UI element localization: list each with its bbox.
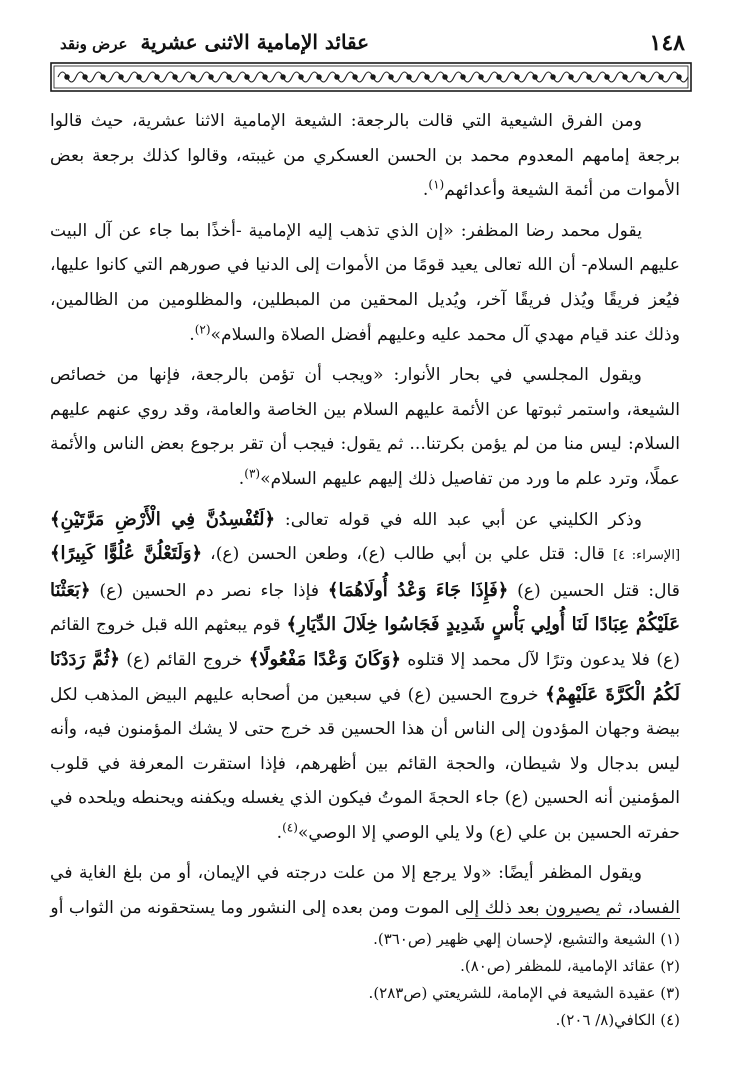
ornament-dot — [461, 75, 465, 79]
ornament-dot — [605, 75, 609, 79]
ornament-dot — [587, 75, 591, 79]
paragraph-text: وذكر الكليني عن أبي عبد الله في قوله تعالى: — [284, 509, 643, 530]
ornament-dot — [173, 75, 177, 79]
page-number: ١٤٨ — [649, 30, 685, 56]
footnote: (٣) عقيدة الشيعة في الإمامة، للشريعتي (ص٢٨٣). — [368, 984, 680, 1002]
ornamental-border — [50, 62, 692, 92]
ornament-dot — [533, 75, 537, 79]
ornament-dot — [515, 75, 519, 79]
ornament-dot — [407, 75, 411, 79]
footnote: (٤) الكافي(٨/ ٢٠٦). — [555, 1011, 680, 1029]
ornament-dot — [137, 75, 141, 79]
paragraph: يقول محمد رضا المظفر: «إن الذي تذهب إليه الإمامية -أخذًا بما جاء عن آل البيت عليهم السلام- أن الله تعالى يعيد قومًا من الأموات إلى الدنيا في صورهم التي كانوا عليها، فيُعز فريقًا ويُذل فريقًا آخر، ويُديل المحقين من المبطلين، والمظلومين من الظالمين، وذلك عند قيام مهدي آل محمد عليه وعليهم أفضل الصلاة والسلام»$^{(٢)}$. — [50, 220, 680, 345]
footnotes — [280, 926, 680, 1034]
footnote-marker: (٤) — [282, 820, 298, 835]
ornament-dot — [659, 75, 663, 79]
paragraph-text: خروج الحسين (ع) في سبعين من أصحابه عليهم البيض المذهب لكل بيضة وجهان المؤدون إلى الناس أن هذا الحسين قد خرج حتى لا يشك المؤمنون فيه، وأنه ليس بدجال ولا شيطان، والحجة القائم بين أظهرهم، فإذا استقرت المعرفة في قلوب المؤمنين أنه الحسين (ع) جاء الحجةَ الموتُ فيكون الذي يغسله ويكفنه ويحنطه ويلحده في حفرته الحسين بن علي (ع) ولا يلي الوصي إلا الوصي» — [50, 684, 680, 843]
paragraph: ويقول المجلسي في بحار الأنوار: «ويجب أن تؤمن بالرجعة، فإنها من خصائص الشيعة، واستمر ثبوتها عن الأئمة عليهم السلام بين الخاصة والعامة، وقد روي عنهم عليهم السلام: ليس منا من لم يؤمن بكرتنا... ثم يقول: فيجب أن تقر برجوع بعض الناس والأئمة عملًا، وترد علم ما ورد من تفاصيل ذلك إليهم عليهم السلام»$^{(٣)}$. — [50, 365, 680, 489]
quran-verse: ﴿فَإِذَا جَاءَ وَعْدُ أُولَاهُمَا﴾ — [327, 579, 509, 601]
paragraph-text: فإذا جاء نصر دم الحسين (ع) — [99, 580, 320, 601]
ornament-dot — [353, 75, 357, 79]
paragraph — [50, 856, 680, 925]
ornament-dot — [263, 75, 267, 79]
ornament-dot — [479, 75, 483, 79]
footnote-marker: (٣) — [244, 466, 261, 481]
paragraph-text: يقول محمد رضا المظفر: «إن الذي تذهب إليه الإمامية -أخذًا بما جاء عن آل البيت عليهم السلام- أن الله تعالى يعيد قومًا من الأموات إلى الدنيا في صورهم التي كانوا عليها، فيُعز فريقًا ويُذل فريقًا آخر، ويُديل المحقين من المبطلين، والمظلومين من الظالمين، وذلك عند قيام مهدي آل محمد عليه وعليهم أفضل الصلاة والسلام» — [50, 220, 680, 345]
ornament-dot — [335, 75, 339, 79]
quran-verse: ﴿لَتُفْسِدُنَّ فِي الْأَرْضِ مَرَّتَيْنِ﴾ — [50, 508, 276, 530]
paragraph-text: خروج القائم (ع) — [126, 649, 243, 670]
paragraph-text: ويقول المجلسي في بحار الأنوار: «ويجب أن تؤمن بالرجعة، فإنها من خصائص الشيعة، واستمر ثبوتها عن الأئمة عليهم السلام بين الخاصة والعامة، وقد روي عنهم عليهم السلام: ليس منا من لم يؤمن بكرتنا... ثم يقول: فيجب أن تقر برجوع بعض الناس والأئمة عملًا، وترد علم ما ورد من تفاصيل ذلك إليهم عليهم السلام» — [50, 365, 680, 489]
book-title — [60, 30, 369, 54]
book-title-subtitle: عرض ونقد — [60, 35, 128, 53]
footnote: (١) الشيعة والتشيع، لإحسان إلهي ظهير (ص٣٦٠). — [373, 930, 680, 948]
paragraph: وذكر الكليني عن أبي عبد الله في قوله تعالى: ﴿لَتُفْسِدُنَّ فِي الْأَرْضِ مَرَّتَيْنِ﴾ [الإسراء: ٤] قال: قتل علي بن أبي طالب (ع)، وطعن الحسن (ع)، ﴿وَلَتَعْلُنَّ عُلُوًّا كَبِيرًا﴾ قال: قتل الحسين (ع) ﴿فَإِذَا جَاءَ وَعْدُ أُولَاهُمَا﴾ فإذا جاء نصر دم الحسين (ع) ﴿بَعَثْنَا عَلَيْكُمْ عِبَادًا لَنَا أُولِي بَأْسٍ شَدِيدٍ فَجَاسُوا خِلَالَ الدِّيَارِ﴾ قوم يبعثهم الله قبل خروج القائم (ع) فلا يدعون وترًا لآل محمد إلا قتلوه ﴿وَكَانَ وَعْدًا مَفْعُولًا﴾ خروج القائم (ع) ﴿ثُمَّ رَدَدْنَا لَكُمُ الْكَرَّةَ عَلَيْهِمْ﴾ خروج الحسين (ع) في سبعين من أصحابه عليهم البيض المذهب لكل بيضة وجهان المؤدون إلى الناس أن هذا الحسين قد خرج حتى لا يشك المؤمنون فيه، وأنه ليس بدجال ولا شيطان، والحجة القائم بين أظهرهم، فإذا استقرت المعرفة في قلوب المؤمنين أنه الحسين (ع) جاء الحجةَ الموتُ فيكون الذي يغسله ويكفنه ويحنطه ويلحده في حفرته الحسين بن علي (ع) ولا يلي الوصي إلا الوصي»$^{(٤)}$. — [50, 508, 681, 843]
paragraph-text: ومن الفرق الشيعية التي قالت بالرجعة: الشيعة الإمامية الاثنا عشرية، حيث قالوا برجعة إمامهم المعدوم محمد بن الحسن العسكري من غيبته، وقالوا كذلك برجعة بعض الأموات من أئمة الشيعة وأعدائهم — [50, 111, 680, 201]
paragraph-text: قال: قتل علي بن أبي طالب (ع)، وطعن الحسن (ع)، — [210, 544, 605, 565]
quran-verse: ﴿وَكَانَ وَعْدًا مَفْعُولًا﴾ — [248, 648, 401, 670]
paragraph: ومن الفرق الشيعية التي قالت بالرجعة: الشيعة الإمامية الاثنا عشرية، حيث قالوا برجعة إمامهم المعدوم محمد بن الحسن العسكري من غيبته، وقالوا كذلك برجعة بعض الأموات من أئمة الشيعة وأعدائهم$^{(١)}$. — [50, 111, 680, 201]
paragraph-text: قوم يبعثهم الله قبل خروج القائم (ع) فلا يدعون وترًا لآل محمد إلا قتلوه — [50, 615, 680, 670]
running-header — [60, 30, 685, 60]
main-text — [50, 104, 680, 932]
ornament-dot — [425, 75, 429, 79]
ornament-dot — [623, 75, 627, 79]
paragraph-text: قال: قتل الحسين (ع) — [517, 580, 681, 601]
ornament-dot — [551, 75, 555, 79]
ornament-dot — [497, 75, 501, 79]
ornament-dot — [443, 75, 447, 79]
ornament-dot — [299, 75, 303, 79]
verse-reference: [الإسراء: ٤] — [612, 548, 681, 564]
ornament-dot — [317, 75, 321, 79]
ornament-dot — [227, 75, 231, 79]
ornament-dot — [371, 75, 375, 79]
footnote-marker: (٢) — [194, 321, 211, 336]
footnote-marker: (١) — [428, 177, 445, 192]
ornament-dot — [65, 75, 69, 79]
book-title-main: عقائد الإمامية الاثنى عشرية — [140, 30, 370, 54]
ornament-dot — [101, 75, 105, 79]
ornament-dot — [569, 75, 573, 79]
ornament-dot — [155, 75, 159, 79]
quran-verse: ﴿بَعَثْنَا عَلَيْكُمْ عِبَادًا لَنَا أُولِي بَأْسٍ شَدِيدٍ فَجَاسُوا خِلَالَ الدِّيَارِ﴾ — [50, 579, 680, 636]
ornament-dot — [281, 75, 285, 79]
footnote-divider — [466, 918, 680, 919]
ornament-dot — [83, 75, 87, 79]
quran-verse: ﴿ثُمَّ رَدَدْنَا لَكُمُ الْكَرَّةَ عَلَيْهِمْ﴾ — [50, 648, 680, 705]
paragraph-text: ويقول المظفر أيضًا: «ولا يرجع إلا من علت درجته في الإيمان، أو من بلغ الغاية في الفساد، ثم يصيرون بعد ذلك إلى الموت ومن بعده إلى النشور وما يستحقونه من الثواب أو — [50, 863, 680, 919]
ornament-dot — [209, 75, 213, 79]
ornament-dot — [641, 75, 645, 79]
ornament-dot — [191, 75, 195, 79]
footnote: (٢) عقائد الإمامية، للمظفر (ص٨٠). — [460, 957, 680, 975]
ornament-dot — [677, 75, 681, 79]
ornament-dot — [119, 75, 123, 79]
ornament-dot — [245, 75, 249, 79]
ornament-dot — [389, 75, 393, 79]
quran-verse: ﴿وَلَتَعْلُنَّ عُلُوًّا كَبِيرًا﴾ — [50, 543, 203, 565]
